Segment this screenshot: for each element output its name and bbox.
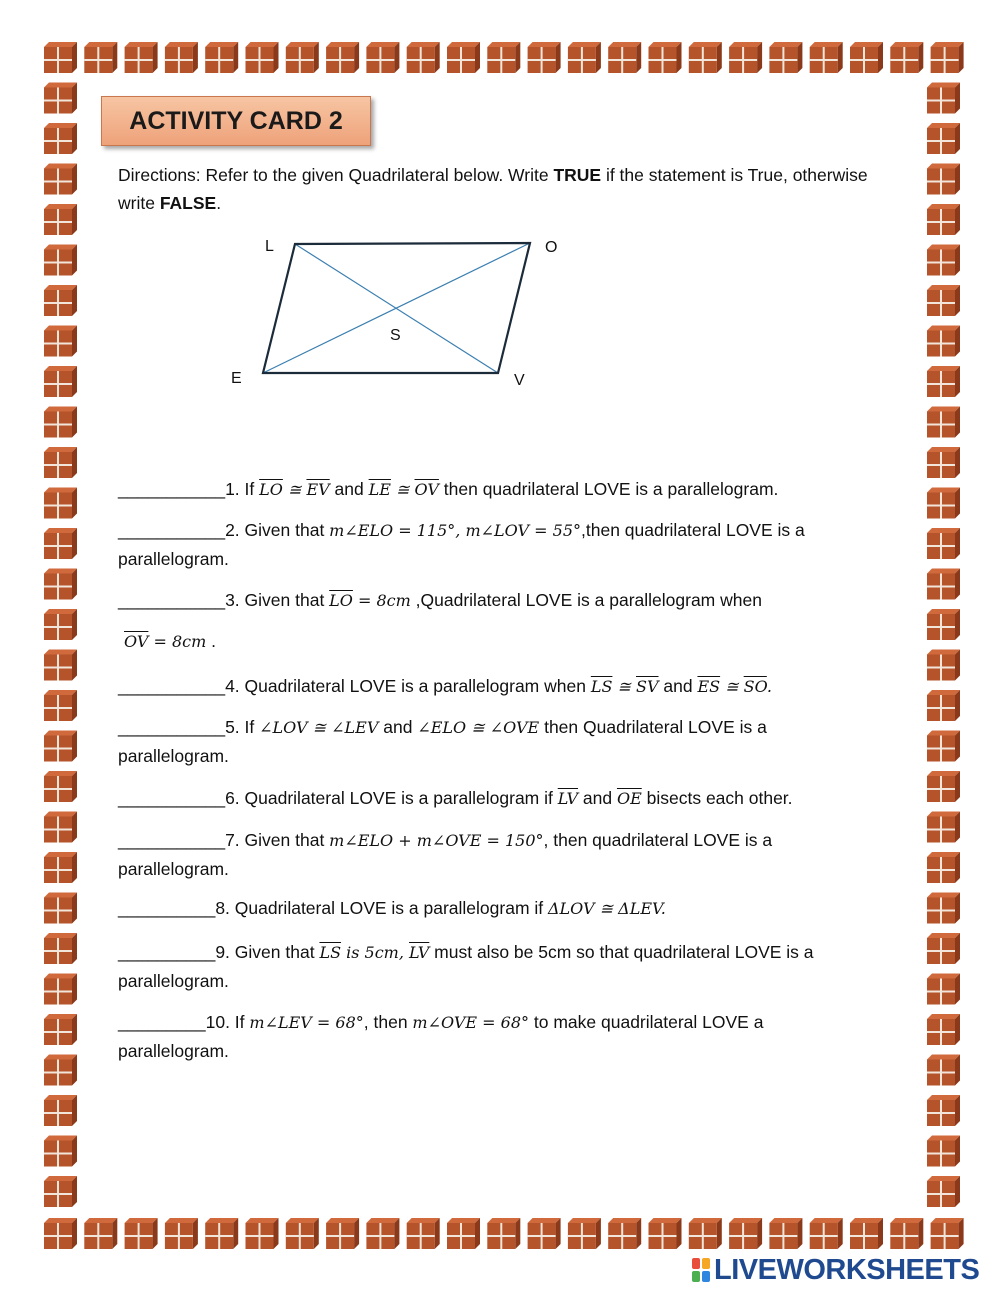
question-text: must also be 5cm so that quadrilateral LOVE is a parallelogram. xyxy=(118,942,814,991)
math-expression: ≅ xyxy=(390,480,415,499)
logo-block-orange xyxy=(702,1258,710,1269)
brick-box-icon xyxy=(689,42,722,73)
brick-box-icon xyxy=(927,933,960,964)
liveworksheets-logo-icon xyxy=(692,1258,710,1282)
brick-box-icon xyxy=(84,1218,117,1249)
brick-box-icon xyxy=(44,569,77,600)
brick-box-icon xyxy=(366,1218,399,1249)
brick-box-icon xyxy=(44,974,77,1005)
logo-block-blue xyxy=(702,1271,710,1282)
brick-box-icon xyxy=(44,447,77,478)
question-number: 8. xyxy=(215,898,230,918)
brick-box-icon xyxy=(927,1136,960,1167)
math-expression: = 8cm xyxy=(352,591,411,610)
brick-box-icon xyxy=(649,42,682,73)
brick-box-icon xyxy=(927,285,960,316)
brick-box-icon xyxy=(326,42,359,73)
segment-notation: $\overline{LO}$ xyxy=(259,480,283,499)
math-expression: ∠ELO ≅ ∠OVE xyxy=(417,718,540,737)
brick-box-icon xyxy=(407,1218,440,1249)
brick-box-icon xyxy=(487,42,520,73)
question-text: bisects each other. xyxy=(641,788,793,808)
answer-blank[interactable]: __________ xyxy=(118,898,216,918)
question-text: , then quadrilateral LOVE is a parallelogram. xyxy=(118,830,773,879)
brick-box-icon xyxy=(44,1014,77,1045)
question-4 xyxy=(118,672,858,701)
math-expression: m∠LEV = 68° xyxy=(249,1013,364,1032)
brick-box-icon xyxy=(44,1176,77,1207)
brick-box-icon xyxy=(44,528,77,559)
segment-notation: $\overline{LV}$ xyxy=(409,943,430,962)
directions: Directions: Refer to the given Quadrilateral below. Write TRUE if the statement is True, otherwise write FALSE. xyxy=(118,165,868,213)
brick-box-icon xyxy=(927,1014,960,1045)
false-keyword: FALSE xyxy=(159,193,217,213)
math-expression: is 5cm, xyxy=(341,943,410,962)
question-text: If xyxy=(239,717,260,737)
brick-box-icon xyxy=(927,326,960,357)
question-text: and xyxy=(378,717,418,737)
brick-box-icon xyxy=(487,1218,520,1249)
segment-notation: $\overline{LE}$ xyxy=(368,480,391,499)
brick-box-icon xyxy=(931,1218,964,1249)
brick-box-icon xyxy=(689,1218,722,1249)
diagonal-eo xyxy=(263,243,530,373)
math-expression: ≅ xyxy=(720,677,744,696)
brick-box-icon xyxy=(205,42,238,73)
brick-box-icon xyxy=(125,42,158,73)
brick-box-icon xyxy=(366,42,399,73)
answer-blank[interactable]: ___________ xyxy=(118,479,226,499)
question-3-continuation xyxy=(124,627,864,656)
answer-blank[interactable]: __________ xyxy=(118,942,216,962)
brick-box-icon xyxy=(44,690,77,721)
brick-box-icon xyxy=(84,42,117,73)
answer-blank[interactable]: ___________ xyxy=(118,830,226,850)
question-text: Given that xyxy=(239,830,330,850)
question-text: then quadrilateral LOVE is a parallelogram. xyxy=(438,479,779,499)
question-number: 6. xyxy=(225,788,240,808)
segment-notation: $\overline{SO}$ xyxy=(743,677,767,696)
brick-box-icon xyxy=(729,42,762,73)
brick-box-icon xyxy=(44,366,77,397)
segment-notation: $\overline{LO}$ xyxy=(329,591,353,610)
question-number: 4. xyxy=(225,676,240,696)
brick-box-icon xyxy=(205,1218,238,1249)
brick-box-icon xyxy=(447,1218,480,1249)
brick-box-icon xyxy=(927,771,960,802)
brick-box-icon xyxy=(286,1218,319,1249)
brick-box-icon xyxy=(44,1136,77,1167)
question-3 xyxy=(118,586,858,615)
brick-box-icon xyxy=(931,42,964,73)
logo-block-green xyxy=(692,1271,700,1282)
question-text: , then xyxy=(363,1012,413,1032)
title-box xyxy=(101,96,371,146)
question-9 xyxy=(118,938,853,995)
brick-box-icon xyxy=(44,42,77,73)
brick-box-icon xyxy=(44,852,77,883)
vertex-label-v: V xyxy=(514,372,525,389)
math-expression: m∠ELO = 115°, m∠LOV = 55° xyxy=(329,521,581,540)
math-expression: ≅ xyxy=(612,677,636,696)
brick-box-icon xyxy=(568,42,601,73)
math-expression: m∠ELO + m∠OVE = 150° xyxy=(329,831,544,850)
brick-box-icon xyxy=(927,83,960,114)
question-text: and xyxy=(658,676,698,696)
brick-box-icon xyxy=(927,245,960,276)
quadrilateral-love-figure xyxy=(220,228,580,398)
brick-box-icon xyxy=(729,1218,762,1249)
math-expression: m∠OVE = 68° xyxy=(412,1013,530,1032)
brick-box-icon xyxy=(890,42,923,73)
brick-box-icon xyxy=(165,1218,198,1249)
question-text: to make quadrilateral LOVE a parallelogram. xyxy=(118,1012,764,1061)
brick-box-icon xyxy=(568,1218,601,1249)
brick-box-icon xyxy=(44,812,77,843)
question-number: 10. xyxy=(205,1012,230,1032)
brick-box-icon xyxy=(927,569,960,600)
question-10 xyxy=(118,1008,858,1065)
math-expression: . xyxy=(660,899,666,918)
brick-box-icon xyxy=(44,245,77,276)
brick-box-icon xyxy=(125,1218,158,1249)
brick-box-icon xyxy=(44,1055,77,1086)
brick-box-icon xyxy=(927,893,960,924)
question-number: 7. xyxy=(225,830,240,850)
vertex-label-o: O xyxy=(545,239,558,256)
brick-box-icon xyxy=(44,285,77,316)
brick-box-icon xyxy=(407,42,440,73)
brick-box-icon xyxy=(44,488,77,519)
brick-box-icon xyxy=(927,407,960,438)
brick-box-icon xyxy=(927,164,960,195)
brick-box-icon xyxy=(927,812,960,843)
brick-box-icon xyxy=(927,650,960,681)
brick-box-icon xyxy=(927,731,960,762)
brick-box-icon xyxy=(528,1218,561,1249)
brick-box-icon xyxy=(44,83,77,114)
question-text: then Quadrilateral LOVE is a parallelogram. xyxy=(118,717,767,766)
brick-box-icon xyxy=(44,609,77,640)
question-5 xyxy=(118,713,858,770)
brick-box-icon xyxy=(769,1218,802,1249)
brick-box-icon xyxy=(528,42,561,73)
brick-box-icon xyxy=(927,1055,960,1086)
brick-box-icon xyxy=(927,447,960,478)
question-text: Quadrilateral LOVE is a parallelogram if xyxy=(239,788,558,808)
question-number: 2. xyxy=(225,520,240,540)
brick-box-icon xyxy=(927,852,960,883)
segment-notation: $\overline{EV}$ xyxy=(306,480,330,499)
brick-box-icon xyxy=(44,204,77,235)
question-text: Given that xyxy=(229,942,320,962)
brick-box-icon xyxy=(927,690,960,721)
question-1 xyxy=(118,475,858,504)
brick-box-icon xyxy=(927,488,960,519)
brick-box-icon xyxy=(44,123,77,154)
question-text: If xyxy=(239,479,260,499)
brick-box-icon xyxy=(44,731,77,762)
math-expression: . xyxy=(766,677,772,696)
segment-notation: $\overline{LS}$ xyxy=(319,943,342,962)
answer-blank[interactable]: _________ xyxy=(118,1012,206,1032)
brick-box-icon xyxy=(850,1218,883,1249)
segment-notation: $\overline{SV}$ xyxy=(636,677,659,696)
brick-box-icon xyxy=(890,1218,923,1249)
brick-box-icon xyxy=(44,164,77,195)
brick-box-icon xyxy=(246,42,279,73)
question-text: Quadrilateral LOVE is a parallelogram if xyxy=(229,898,548,918)
answer-blank[interactable]: ___________ xyxy=(118,717,226,737)
segment-notation: $\overline{OV}$ xyxy=(124,632,149,651)
brick-box-icon xyxy=(850,42,883,73)
brick-box-icon xyxy=(810,1218,843,1249)
segment-notation: $\overline{LV}$ xyxy=(557,789,579,808)
question-text: Given that xyxy=(239,520,330,540)
segment-notation: $\overline{OE}$ xyxy=(616,789,642,808)
brick-box-icon xyxy=(44,893,77,924)
segment-notation: $\overline{LS}$ xyxy=(590,677,613,696)
question-text: and xyxy=(329,479,369,499)
segment-notation: $\overline{ES}$ xyxy=(697,677,721,696)
question-6 xyxy=(118,784,858,813)
question-2 xyxy=(118,516,858,573)
question-text: ,Quadrilateral LOVE is a parallelogram when xyxy=(410,590,762,610)
brick-box-icon xyxy=(608,1218,641,1249)
question-text: Given that xyxy=(239,590,330,610)
liveworksheets-watermark xyxy=(692,1254,979,1286)
brick-box-icon xyxy=(165,42,198,73)
math-expression: = 8cm xyxy=(148,632,207,651)
activity-card-title: ACTIVITY CARD 2 xyxy=(129,106,343,135)
brick-box-icon xyxy=(927,609,960,640)
question-8 xyxy=(118,894,858,923)
answer-blank[interactable]: ___________ xyxy=(118,590,226,610)
brick-box-icon xyxy=(927,974,960,1005)
answer-blank[interactable]: ___________ xyxy=(118,788,226,808)
question-text: ,then quadrilateral LOVE is a parallelogram. xyxy=(118,520,805,569)
logo-block-red xyxy=(692,1258,700,1269)
brick-box-icon xyxy=(447,42,480,73)
vertex-label-s: S xyxy=(390,327,401,344)
brick-box-icon xyxy=(927,204,960,235)
brick-box-icon xyxy=(769,42,802,73)
question-number: 9. xyxy=(215,942,230,962)
question-number: 1. xyxy=(225,479,240,499)
brick-box-icon xyxy=(810,42,843,73)
brick-box-icon xyxy=(286,42,319,73)
answer-blank[interactable]: ___________ xyxy=(118,520,226,540)
brick-box-icon xyxy=(44,1095,77,1126)
question-text: and xyxy=(578,788,617,808)
question-number: 5. xyxy=(225,717,240,737)
brick-box-icon xyxy=(927,528,960,559)
brick-box-icon xyxy=(44,933,77,964)
brick-box-icon xyxy=(326,1218,359,1249)
brick-box-icon xyxy=(44,1218,77,1249)
question-7 xyxy=(118,826,858,883)
brick-box-icon xyxy=(44,771,77,802)
brick-box-icon xyxy=(44,407,77,438)
true-keyword: TRUE xyxy=(553,165,602,185)
segment-notation: $\overline{OV}$ xyxy=(414,480,439,499)
watermark-text: LIVEWORKSHEETS xyxy=(714,1253,980,1286)
question-text: If xyxy=(229,1012,250,1032)
math-expression: ΔLOV ≅ ΔLEV xyxy=(548,899,661,918)
vertex-label-l: L xyxy=(265,238,274,255)
brick-box-icon xyxy=(927,1095,960,1126)
brick-box-icon xyxy=(44,326,77,357)
question-number: 3. xyxy=(225,590,240,610)
vertex-label-e: E xyxy=(231,370,242,387)
brick-box-icon xyxy=(246,1218,279,1249)
brick-box-icon xyxy=(927,366,960,397)
brick-box-icon xyxy=(44,650,77,681)
answer-blank[interactable]: ___________ xyxy=(118,676,226,696)
brick-box-icon xyxy=(649,1218,682,1249)
math-expression: ≅ xyxy=(282,480,307,499)
brick-box-icon xyxy=(927,1176,960,1207)
brick-box-icon xyxy=(927,123,960,154)
question-text: . xyxy=(206,631,217,651)
brick-box-icon xyxy=(608,42,641,73)
question-text: Quadrilateral LOVE is a parallelogram when xyxy=(239,676,591,696)
math-expression: ∠LOV ≅ ∠LEV xyxy=(259,718,379,737)
